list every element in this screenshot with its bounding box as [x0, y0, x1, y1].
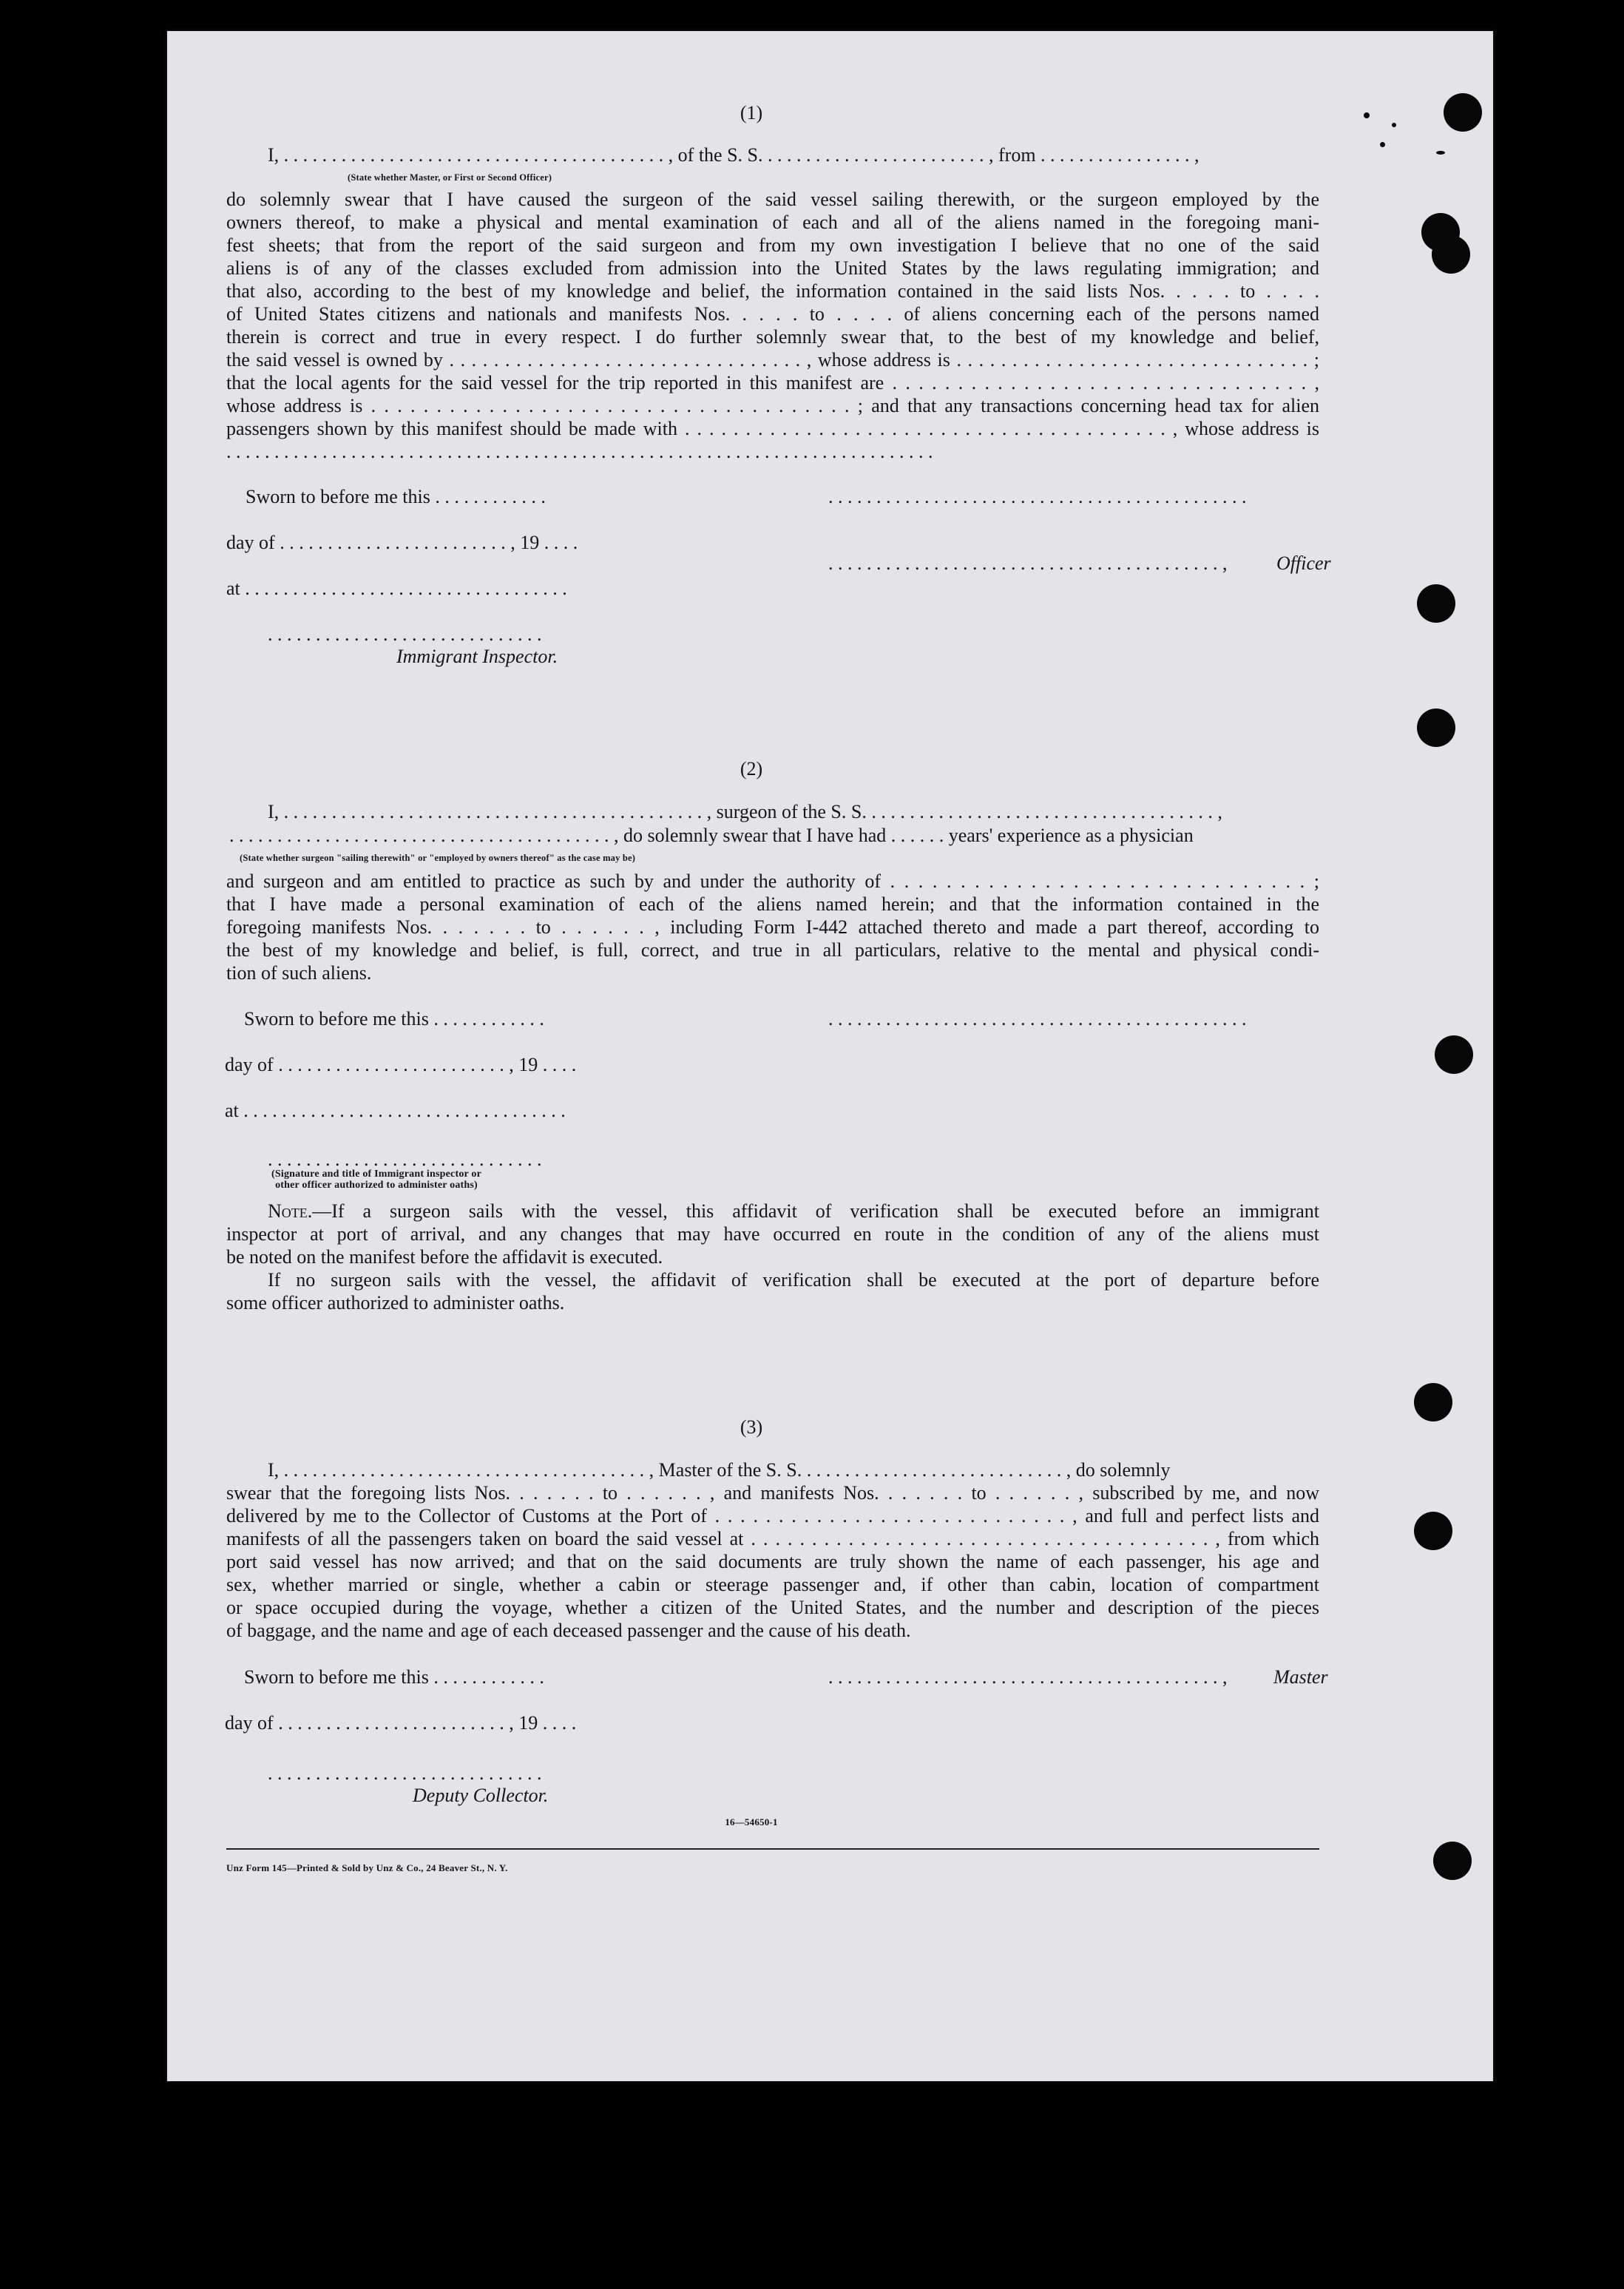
- section-3-body-line: I, . . . . . . . . . . . . . . . . . . . . . . . . . . . . . . . . . . . . . . , Master of the S. S. . . . . . . . . . . . . . . . . . . . . . . . . . . . , do solemnly: [268, 1459, 1171, 1481]
- section-2-note-line: some officer authorized to administer oaths.: [226, 1292, 565, 1313]
- section-2-body-line: and surgeon and am entitled to practice as such by and under the authority of . . . . . . . . . . . . . . . . . . . . . . . . . . . . . . ;: [226, 870, 1319, 892]
- section-1-body-line: owners thereof, to make a physical and mental examination of each and all of the aliens named in the foregoing mani-: [226, 212, 1319, 233]
- section-3-body-line: sex, whether married or single, whether a cabin or steerage passenger and, if other than cabin, location of compartment: [226, 1574, 1319, 1595]
- section-1-body-line: whose address is . . . . . . . . . . . . . . . . . . . . . . . . . . . . . . . . . . . . . ; and that any transactions concerning head tax for alien: [226, 395, 1319, 416]
- section-1-number: (1): [740, 102, 763, 124]
- ink-speck: [1364, 112, 1370, 118]
- section-2-inspector-dots: . . . . . . . . . . . . . . . . . . . . . . . . . . . . .: [268, 1149, 542, 1170]
- section-1-body-line: passengers shown by this manifest should be made with . . . . . . . . . . . . . . . . . . . . . . . . . . . . . . . . . . . . . . . . , whose address is: [226, 418, 1319, 439]
- punch-hole: [1432, 235, 1470, 274]
- section-2-first-line: I, . . . . . . . . . . . . . . . . . . . . . . . . . . . . . . . . . . . . . . . . . . . . , surgeon of the S. S. . . . . . . . . . . . . . . . . . . . . . . . . . . . . . . . . . . . . ,: [268, 801, 1222, 822]
- section-2-number: (2): [740, 758, 763, 780]
- punch-hole: [1433, 1842, 1472, 1880]
- punch-hole: [1414, 1512, 1452, 1550]
- section-2-inspector-note: other officer authorized to administer oaths): [275, 1180, 478, 1191]
- section-3-number: (3): [740, 1416, 763, 1438]
- punch-hole: [1435, 1035, 1473, 1074]
- section-1-body-line: aliens is of any of the classes excluded from admission into the United States by the laws regulating immigration; and: [226, 257, 1319, 279]
- section-1-sworn: Sworn to before me this . . . . . . . . . . . .: [246, 486, 546, 507]
- section-1-signature-dots: . . . . . . . . . . . . . . . . . . . . . . . . . . . . . . . . . . . . . . . . . . . .: [828, 486, 1247, 507]
- note-lead: Note.: [268, 1200, 313, 1222]
- section-3-body-line: of baggage, and the name and age of each deceased passenger and the cause of his death.: [226, 1620, 911, 1641]
- section-2-body-line: foregoing manifests Nos. . . . . . . to . . . . . . , including Form I-442 attached thereto and made a part thereof, according to: [226, 916, 1319, 938]
- punch-hole: [1417, 709, 1455, 747]
- section-2-note-line: inspector at port of arrival, and any changes that may have occurred en route in the condition of any of the aliens must: [226, 1223, 1319, 1245]
- section-2-body-line: the best of my knowledge and belief, is full, correct, and true in all particulars, relative to the mental and physical condi-: [226, 939, 1319, 961]
- section-3-master-label: Master: [1273, 1666, 1328, 1688]
- section-1-body-line: . . . . . . . . . . . . . . . . . . . . . . . . . . . . . . . . . . . . . . . . . . . . . . . . . . . . . . . . . . . . . . . . . . . . . . . . . .: [226, 441, 933, 462]
- section-1-at: at . . . . . . . . . . . . . . . . . . . . . . . . . . . . . . . . . .: [226, 578, 567, 599]
- section-3-body-line: delivered by me to the Collector of Customs at the Port of . . . . . . . . . . . . . . . . . . . . . . . . . . . . , and full and perfect lists and: [226, 1505, 1319, 1526]
- section-2-at: at . . . . . . . . . . . . . . . . . . . . . . . . . . . . . . . . . .: [225, 1100, 566, 1121]
- section-1-first-line: I, . . . . . . . . . . . . . . . . . . . . . . . . . . . . . . . . . . . . . . . . , of the S. S. . . . . . . . . . . . . . . . . . . . . . . . , from . . . . . . . . . . . . . . . . ,: [268, 144, 1200, 166]
- section-1-body-line: that also, according to the best of my knowledge and belief, the information contained in the said lists Nos. . . . . to . . . .: [226, 280, 1319, 302]
- section-2-body-line: tion of such aliens.: [226, 962, 372, 984]
- section-3-body-line: swear that the foregoing lists Nos. . . . . . . to . . . . . . , and manifests Nos. . . . . . . to . . . . . . , subscribed by me, and now: [226, 1482, 1319, 1504]
- section-1-day: day of . . . . . . . . . . . . . . . . . . . . . . . . , 19 . . . .: [226, 532, 578, 553]
- section-1-officer-line: . . . . . . . . . . . . . . . . . . . . . . . . . . . . . . . . . . . . . . . . . ,: [828, 552, 1228, 574]
- section-3-master-line: . . . . . . . . . . . . . . . . . . . . . . . . . . . . . . . . . . . . . . . . . ,: [828, 1666, 1228, 1688]
- section-2-note-line: be noted on the manifest before the affidavit is executed.: [226, 1246, 663, 1268]
- section-1-officer-label: Officer: [1276, 552, 1331, 574]
- ink-speck: [1436, 151, 1445, 155]
- section-1-inspector-label: Immigrant Inspector.: [396, 646, 558, 667]
- footer-rule: [226, 1848, 1319, 1850]
- section-2-sworn: Sworn to before me this . . . . . . . . . . . .: [244, 1008, 544, 1029]
- section-2-day: day of . . . . . . . . . . . . . . . . . . . . . . . . , 19 . . . .: [225, 1054, 577, 1075]
- section-3-body-line: manifests of all the passengers taken on board the said vessel at . . . . . . . . . . . . . . . . . . . . . . . . . . . . . . . . . . . . . . , from which: [226, 1528, 1319, 1549]
- punch-hole: [1414, 1383, 1452, 1421]
- punch-hole: [1417, 584, 1455, 623]
- section-1-first-line-note: (State whether Master, or First or Second Officer): [348, 172, 552, 183]
- ink-speck: [1392, 123, 1396, 127]
- section-2-signature-dots: . . . . . . . . . . . . . . . . . . . . . . . . . . . . . . . . . . . . . . . . . . . .: [828, 1008, 1247, 1029]
- section-1-body-line: that the local agents for the said vessel for the trip reported in this manifest are . . . . . . . . . . . . . . . . . . . . . . . . . . . . . . . . ,: [226, 372, 1319, 393]
- section-3-body-line: or space occupied during the voyage, whether a citizen of the United States, and the number and description of the pieces: [226, 1597, 1319, 1618]
- section-1-body-line: the said vessel is owned by . . . . . . . . . . . . . . . . . . . . . . . . . . . . . . . . , whose address is . . . . . . . . . . . . . . . . . . . . . . . . . . . . . . . . ;: [226, 349, 1319, 371]
- section-2-inspector-note: (Signature and title of Immigrant inspector or: [271, 1169, 481, 1180]
- section-2-second-line-note: (State whether surgeon "sailing therewith" or "employed by owners thereof" as the case may be): [240, 853, 636, 863]
- ink-speck: [1380, 142, 1385, 147]
- form-code: 16—54650-1: [725, 1816, 778, 1828]
- manifest-verification-form: [167, 31, 1493, 2081]
- note-text: —If a surgeon sails with the vessel, this affidavit of verification shall be executed before an immigrant: [312, 1200, 1319, 1222]
- section-3-day: day of . . . . . . . . . . . . . . . . . . . . . . . . , 19 . . . .: [225, 1712, 577, 1734]
- section-3-collector-label: Deputy Collector.: [413, 1785, 549, 1806]
- section-1-inspector-dots: . . . . . . . . . . . . . . . . . . . . . . . . . . . . .: [268, 623, 542, 645]
- section-1-body-line: do solemnly swear that I have caused the surgeon of the said vessel sailing therewith, or the surgeon employed by the: [226, 189, 1319, 210]
- section-2-body-line: that I have made a personal examination of each of the aliens named herein; and that the information contained in the: [226, 893, 1319, 915]
- section-3-collector-dots: . . . . . . . . . . . . . . . . . . . . . . . . . . . . .: [268, 1762, 542, 1784]
- section-3-sworn: Sworn to before me this . . . . . . . . . . . .: [244, 1666, 544, 1688]
- section-1-body-line: therein is correct and true in every respect. I do further solemnly swear that, to the best of my knowledge and belief,: [226, 326, 1319, 348]
- printer-imprint: Unz Form 145—Printed & Sold by Unz & Co., 24 Beaver St., N. Y.: [226, 1862, 508, 1873]
- punch-hole: [1444, 93, 1482, 132]
- section-2-second-line: . . . . . . . . . . . . . . . . . . . . . . . . . . . . . . . . . . . . . . . . , do solemnly swear that I have had . . . . . . years' experience as a physician: [229, 825, 1194, 846]
- section-2-note-line: [226, 1200, 1319, 1223]
- section-1-body-line: of United States citizens and nationals and manifests Nos. . . . . to . . . . of aliens concerning each of the persons named: [226, 303, 1319, 325]
- section-2-note-line: If no surgeon sails with the vessel, the affidavit of verification shall be executed at the port of departure before: [268, 1269, 1319, 1291]
- section-3-body-line: port said vessel has now arrived; and that on the said documents are truly shown the name of each passenger, his age and: [226, 1551, 1319, 1572]
- section-1-body-line: fest sheets; that from the report of the said surgeon and from my own investigation I believe that no one of the said: [226, 234, 1319, 256]
